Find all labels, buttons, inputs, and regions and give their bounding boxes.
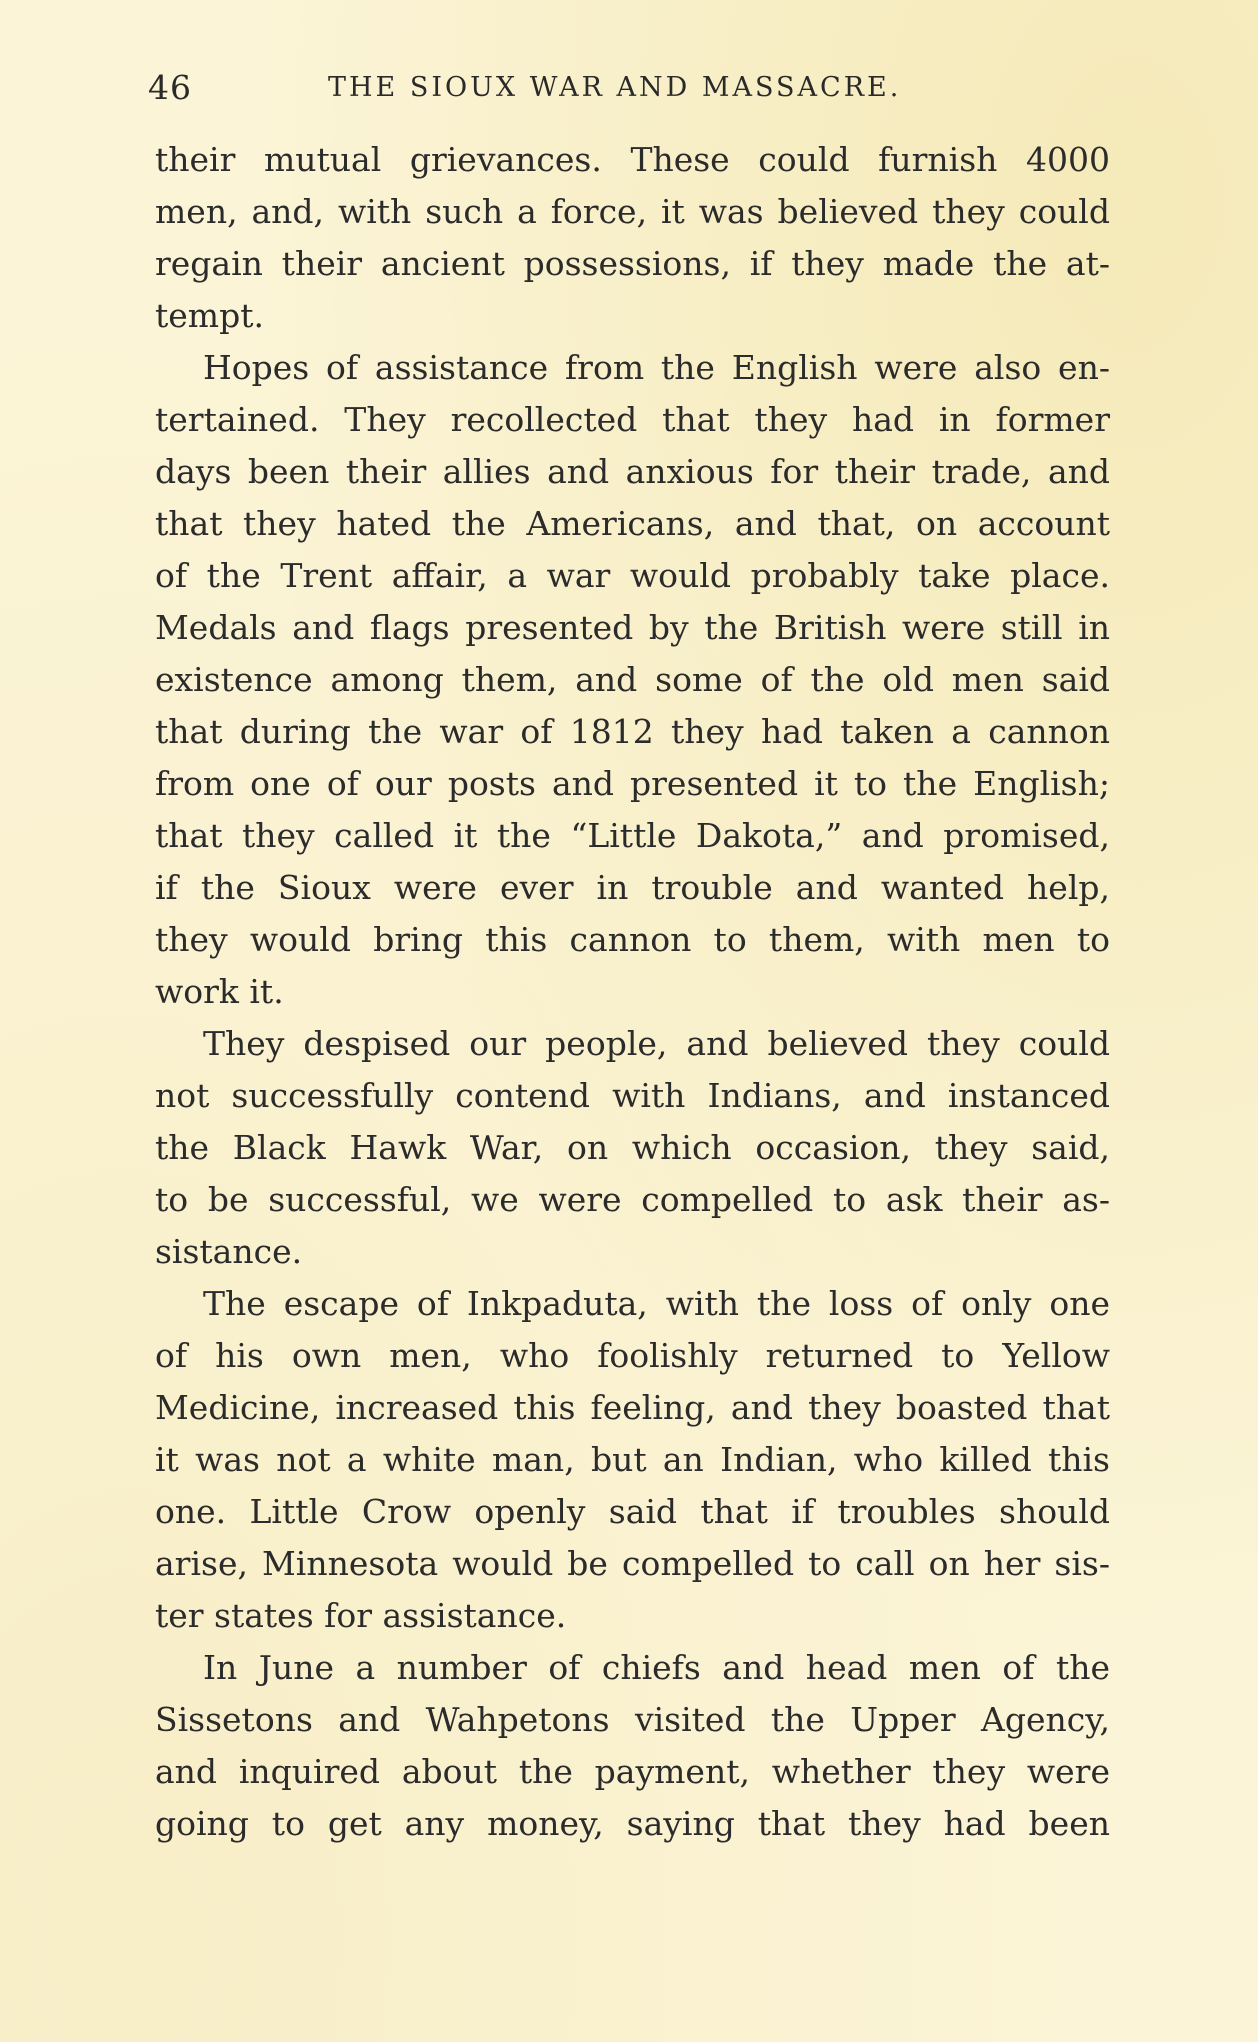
text-line: it was not a white man, but an Indian, who killed this (155, 1440, 1110, 1479)
text-line: one. Little Crow openly said that if troubles should (155, 1492, 1110, 1531)
text-line: if the Sioux were ever in trouble and wanted help, (155, 868, 1110, 907)
page-number: 46 (148, 68, 192, 107)
running-title: THE SIOUX WAR AND MASSACRE. (328, 72, 902, 103)
text-line: Sissetons and Wahpetons visited the Upper Agency, (155, 1700, 1110, 1739)
text-line: of his own men, who foolishly returned to Yellow (155, 1336, 1110, 1375)
text-line: from one of our posts and presented it to the English; (155, 764, 1110, 803)
text-line: work it. (155, 972, 284, 1011)
page-header (148, 68, 1113, 118)
text-line: that they called it the “Little Dakota,” and promised, (155, 816, 1110, 855)
text-line: The escape of Inkpaduta, with the loss of only one (203, 1284, 1110, 1323)
text-line: existence among them, and some of the old men said (155, 660, 1110, 699)
text-line: men, and, with such a force, it was believed they could (155, 192, 1110, 231)
text-line: regain their ancient possessions, if they made the at- (155, 244, 1110, 283)
text-line: Medicine, increased this feeling, and they boasted that (155, 1388, 1110, 1427)
body-text (155, 134, 1110, 1850)
text-line: they would bring this cannon to them, with men to (155, 920, 1110, 959)
text-line: tertained. They recollected that they had in former (155, 400, 1110, 439)
text-line: ter states for assistance. (155, 1596, 567, 1635)
text-line: days been their allies and anxious for their trade, and (155, 452, 1110, 491)
text-line: arise, Minnesota would be compelled to call on her sis- (155, 1544, 1110, 1583)
text-line: that during the war of 1812 they had taken a cannon (155, 712, 1110, 751)
text-line: They despised our people, and believed they could (203, 1024, 1110, 1063)
text-line: of the Trent affair, a war would probably take place. (155, 556, 1110, 595)
text-line: the Black Hawk War, on which occasion, they said, (155, 1128, 1110, 1167)
text-line: Medals and flags presented by the British were still in (155, 608, 1110, 647)
text-line: tempt. (155, 296, 264, 335)
text-line: their mutual grievances. These could furnish 4000 (155, 140, 1110, 179)
text-line: not successfully contend with Indians, and instanced (155, 1076, 1110, 1115)
text-line: sistance. (155, 1232, 303, 1271)
text-line: to be successful, we were compelled to ask their as- (155, 1180, 1110, 1219)
text-line: Hopes of assistance from the English were also en- (203, 348, 1110, 387)
text-line: In June a number of chiefs and head men of the (203, 1648, 1110, 1687)
text-line: that they hated the Americans, and that, on account (155, 504, 1110, 543)
text-line: going to get any money, saying that they had been (155, 1804, 1110, 1843)
text-line: and inquired about the payment, whether they were (155, 1752, 1110, 1791)
